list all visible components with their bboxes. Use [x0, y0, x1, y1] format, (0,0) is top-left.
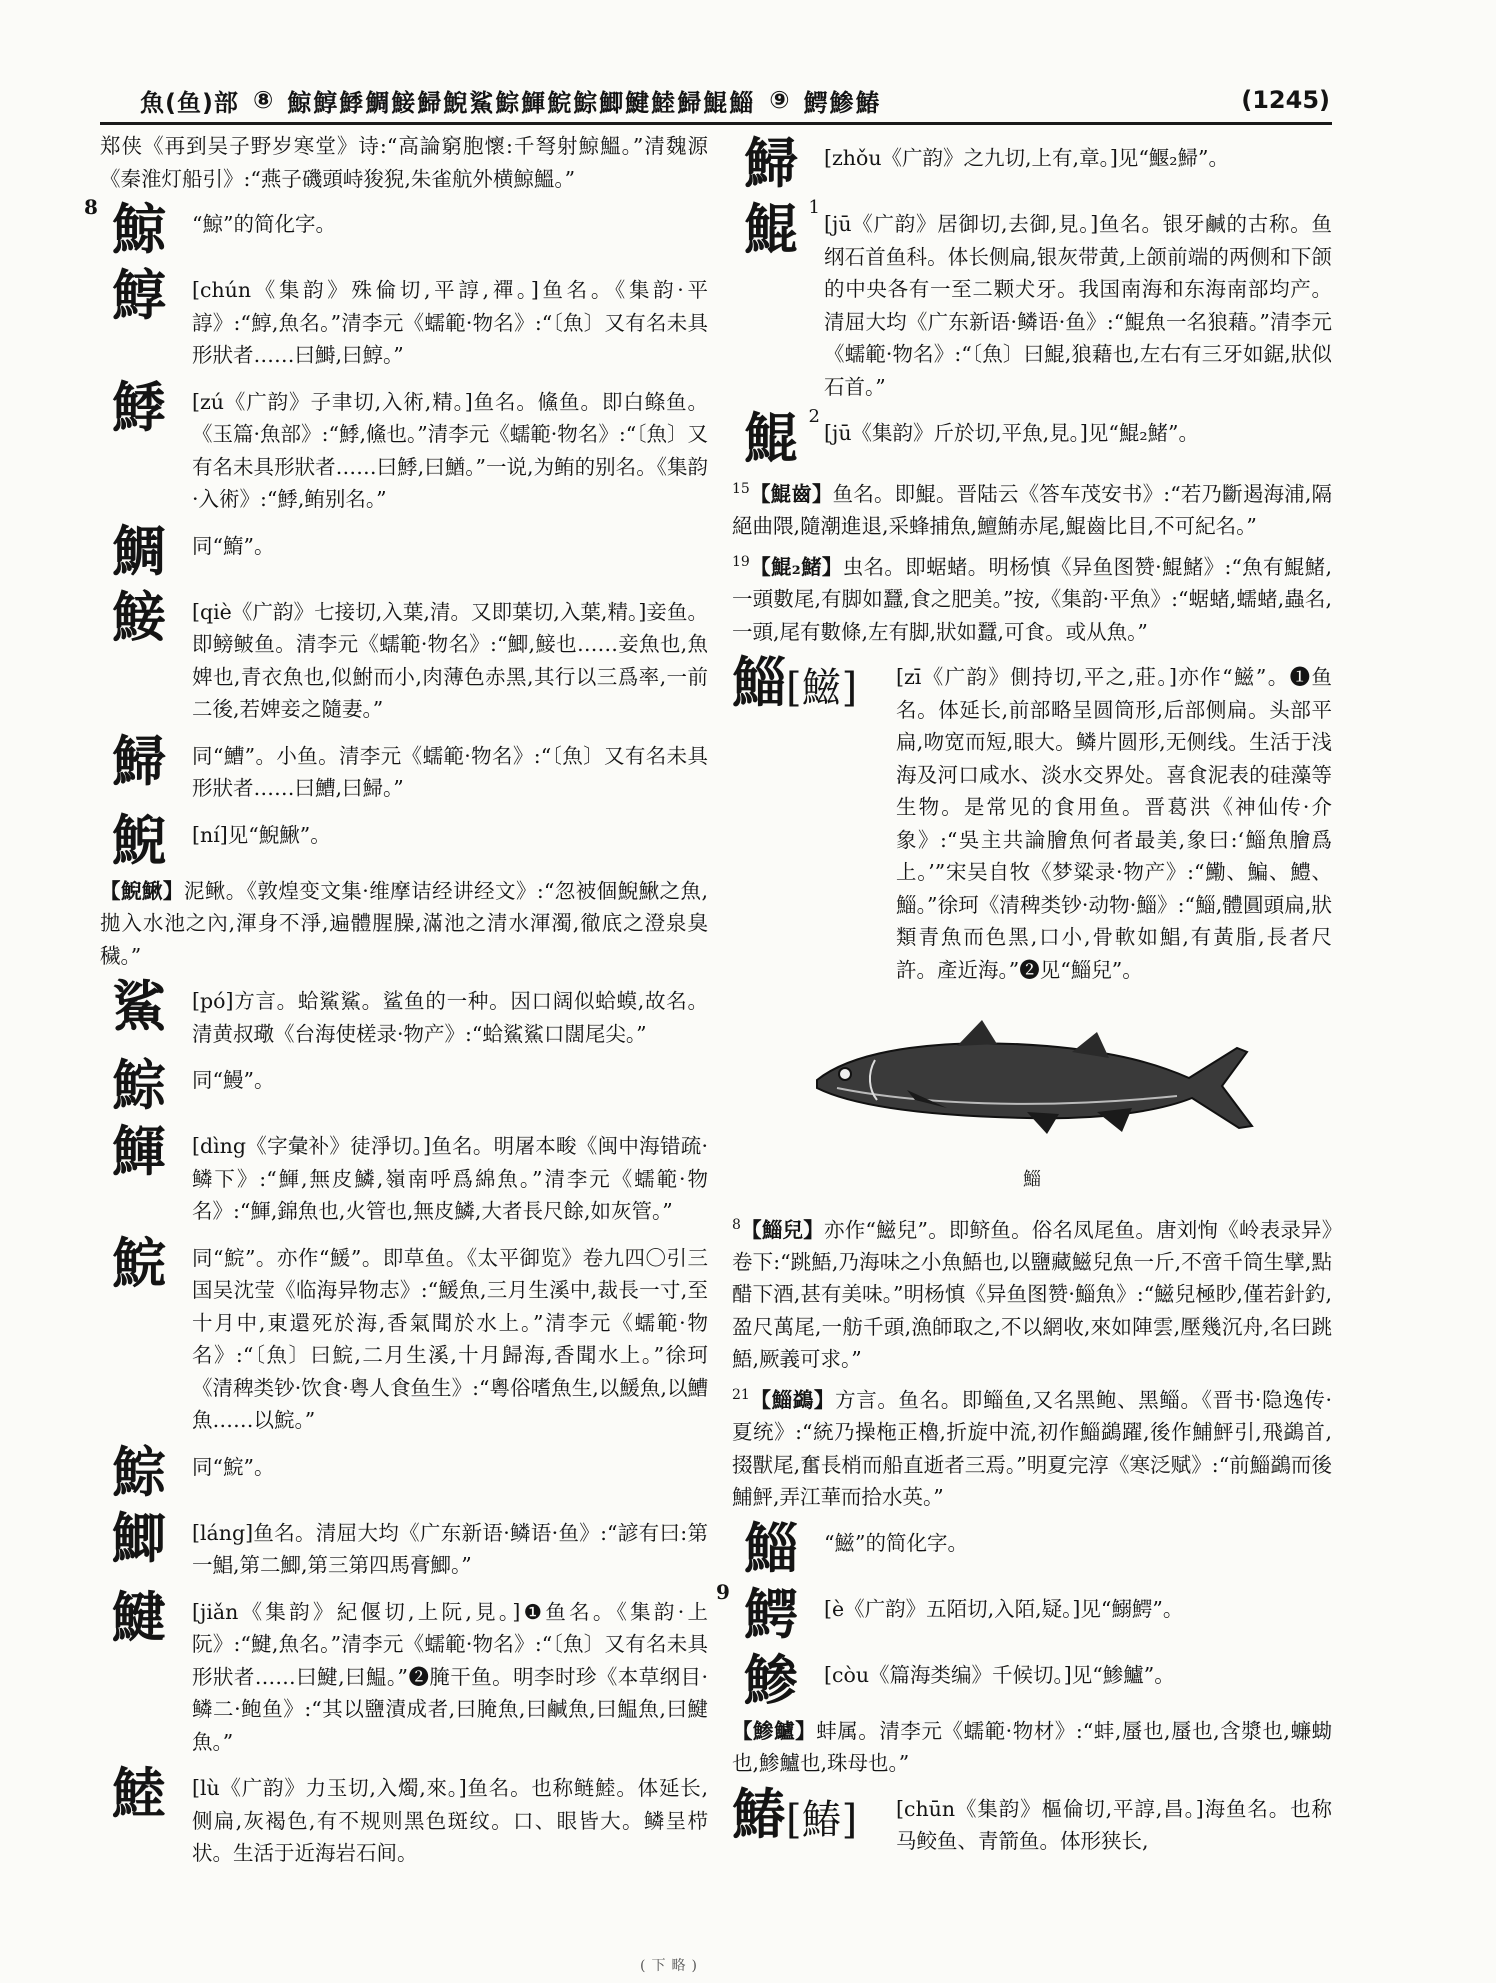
compound-term: 【鯔兒】 — [740, 1217, 824, 1242]
dictionary-entry — [732, 198, 1332, 403]
headword: 鯇 — [112, 1230, 166, 1295]
dictionary-entry — [732, 1783, 1332, 1858]
dictionary-entry — [100, 1441, 708, 1503]
definition: 同“鰻”。 — [192, 1068, 275, 1092]
definition: [jū《集韵》斤於切,平魚,見。]见“鯤₂鯺”。 — [824, 421, 1200, 445]
page-footer: (下略) — [640, 1958, 703, 1974]
headword: 鰆[鰆] — [732, 1781, 858, 1846]
stroke-count: 21 — [732, 1386, 750, 1403]
headword: 鯽 — [112, 1505, 166, 1570]
header-rule — [100, 122, 1332, 125]
definition: [jū《广韵》居御切,去御,見。]鱼名。银牙鹹的古称。鱼纲石首鱼科。体长侧扁,银灰带黄,上颌前端的两侧和下颌的中央各有一至二颗犬牙。我国南海和东海南部均产。清屈大均《广东新语·鳞语·鱼》:“鯤魚一名狼藉。”清李元《蠕範·物名》:“〔魚〕曰鯤,狼藉也,左右有三牙如鋸,狀似石首。” — [824, 212, 1332, 399]
dictionary-entry — [732, 132, 1332, 194]
compound-term: 【鯢鰍】 — [100, 878, 184, 903]
definition: [è《广韵》五陌切,入陌,疑。]见“鰯鰐”。 — [824, 1596, 1184, 1621]
compound-definition: 方言。鱼名。即鲻鱼,又名黑鲍、黑鲻。《晋书·隐逸传·夏统》:“統乃操柂正櫓,折旋中流,初作鯔鷁躍,後作鯆鮃引,飛鷁首,掇獸尾,奮長梢而船直逝者三焉。”明夏完淳《寒泛赋》:“前鯔鷁而後鯆鮃,弄江華而拾水英。” — [732, 1387, 1332, 1510]
definition: [chún《集韵》殊倫切,平諄,禪。]鱼名。《集韵·平諄》:“鯙,魚名。”清李元《蠕範·物名》:“〔魚〕又有名未具形狀者……曰鰣,曰鯙。” — [192, 278, 708, 367]
definition: [jiǎn《集韵》紀偃切,上阮,見。]❶鱼名。《集韵·上阮》:“鰎,魚名。”清李元《蠕範·物名》:“〔魚〕又有名未具形狀者……曰鰎,曰鰛。”❷腌干鱼。明李时珍《本草纲目·鳞二·鲍鱼》:“其以鹽漬成者,曰腌魚,曰鹹魚,曰鰛魚,曰鰎魚。” — [192, 1599, 708, 1754]
stroke-group-label: ⑧ — [252, 86, 274, 114]
dictionary-entry — [100, 730, 708, 805]
mullet-fish-illustration — [797, 1008, 1267, 1158]
fish-dorsal-fin — [957, 1020, 997, 1046]
stroke-count: 15 — [732, 481, 750, 497]
definition: [còu《篇海类编》千候切。]见“鯵鱸”。 — [824, 1662, 1175, 1687]
stroke-count: 19 — [732, 553, 750, 570]
definition: [dìng《字彙补》徒淨切。]鱼名。明屠本畯《闽中海错疏·鳞下》:“鯶,無皮鱗,嶺南呼爲綿魚。”清李元《蠕範·物名》:“鯶,錦魚也,火管也,無皮鱗,大者長尺餘,如灰管。” — [192, 1134, 708, 1223]
dictionary-entry — [732, 407, 1332, 469]
definition: “鯨”的简化字。 — [192, 212, 336, 236]
headword: 鯞 — [744, 131, 798, 195]
headword: 鯙 — [112, 263, 166, 327]
definition: 同“鯇”。亦作“鰀”。即草鱼。《太平御览》卷九四〇引三国吴沈莹《临海异物志》:“鰀魚,三月生溪中,裁長一寸,至十月中,東還死於海,香氣聞於水上。”清李元《蠕範·物名》:“〔魚〕曰鯇,二月生溪,十月歸海,香聞水上。”徐珂《清稗类钞·饮食·粤人食鱼生》:“粵俗嗜魚生,以鰀魚,以鰽魚……以鯇。” — [192, 1245, 708, 1432]
headword: 鯵 — [744, 1647, 798, 1712]
compound-definition: 亦作“鰦兒”。即鲚鱼。俗名凤尾鱼。唐刘恂《岭表录异》卷下:“跳鯃,乃海味之小魚鯃也,以鹽藏鰦兒魚一斤,不啻千筒生擘,點醋下酒,甚有美味。”明杨慎《异鱼图赞·鯔魚》:“鰦兒極眇,僅若針釣,盈尺萬尾,一舫千頭,漁師取之,不以網收,來如陣雲,壓幾沉舟,名曰跳鯃,厥義可求。” — [732, 1217, 1332, 1372]
compound-term: 【鯤齒】 — [749, 481, 833, 506]
dictionary-entry — [100, 1586, 708, 1759]
stroke-count: 9 — [716, 1579, 730, 1604]
stroke-group-label: ⑨ — [769, 86, 790, 114]
dictionary-entry — [84, 195, 708, 261]
definition: 同“鰖”。 — [192, 533, 275, 558]
dictionary-entry — [100, 586, 708, 726]
page-number: (1245) — [1241, 86, 1330, 114]
compound-definition: 虫名。即蜛蝫。明杨慎《异鱼图赞·鯤鯺》:“魚有鯤鯺,一頭數尾,有脚如蠶,食之肥美。”按,《集韵·平魚》:“蜛蝫,蠕蝫,蟲名,一頭,尾有數條,左有脚,狀如蠶,可食。或从魚。” — [732, 554, 1332, 644]
headword: 8 鯨 — [84, 195, 166, 261]
compound-definition: 蚌属。清李元《蠕範·物材》:“蚌,蜃也,蜃也,含漿也,蠊蜐也,鯵鱸也,珠母也。” — [732, 1718, 1333, 1776]
dictionary-entry — [100, 1507, 708, 1582]
figure-caption: 鯔 — [1023, 1169, 1041, 1191]
variant-form: [鰦] — [786, 665, 858, 712]
fish-pelvic-fin — [1027, 1112, 1059, 1134]
headword: 鯚 — [112, 374, 166, 439]
headword: 鯔 — [744, 1515, 798, 1580]
dictionary-entry — [100, 975, 708, 1050]
dictionary-entry — [100, 1762, 708, 1870]
continuation-text: 郑侠《再到吴子野岁寒堂》诗:“高論窮胞懷:千弩射鯨鰮。”清魏源《秦淮灯船引》:“燕子磯頭峙狻猊,朱雀航外横鯨鰮。” — [100, 134, 708, 191]
dictionary-entry — [732, 1649, 1332, 1711]
homograph-number: 1 — [808, 197, 820, 218]
compound-entry — [732, 473, 1332, 543]
left-column — [84, 130, 708, 1874]
right-column — [716, 130, 1333, 1862]
header-characters: 鯨鯙鯚鯛鯜鯞鯢鯊鯮鯶鯇鯮鯽鰎鯥鯞鯤鯔 — [287, 88, 756, 117]
dictionary-entry — [100, 520, 708, 582]
definition: [láng]鱼名。清屈大均《广东新语·鳞语·鱼》:“諺有曰:第一鯧,第二鯽,第三第四馬膏鯽。” — [192, 1520, 708, 1577]
definition: [zī《广韵》側持切,平之,莊。]亦作“鰦”。❶鱼名。体延长,前部略呈圆筒形,后部侧扁。头部平扁,吻宽而短,眼大。鳞片圆形,无侧线。生活于浅海及河口咸水、淡水交界处。喜食泥表的硅藻等生物。是常见的食用鱼。晋葛洪《神仙传·介象》:“吳主共論膾魚何者最美,象曰:‘鯔魚膾爲上。’”宋吴自牧《梦粱录·物产》:“鰳、鯿、鱧、鯔。”徐珂《清稗类钞·动物·鯔》:“鯔,體圓頭扁,狀類青魚而色黑,口小,骨軟如鯧,有黃脂,長者尺許。產近海。”❷见“鯔兒”。 — [896, 665, 1332, 982]
dictionary-entry — [716, 1579, 1332, 1646]
definition: [lù《广韵》力玉切,入燭,來。]鱼名。也称鲢鯥。体延长,侧扁,灰褐色,有不规则黑色斑纹。口、眼皆大。鳞呈栉状。生活于近海岩石间。 — [192, 1776, 708, 1865]
compound-entry — [732, 1379, 1332, 1514]
headword: 鯢 — [112, 807, 166, 872]
dictionary-entry — [100, 1120, 708, 1228]
compound-entry — [732, 546, 1332, 648]
compound-entry — [100, 875, 708, 973]
headword: 鯜 — [112, 584, 166, 649]
definition: [qiè《广韵》七接切,入葉,清。又即葉切,入葉,精。]妾鱼。即鳑鲏鱼。清李元《蠕範·物名》:“鯽,鯜也……妾魚也,魚婢也,青衣魚也,似鮒而小,肉薄色赤黑,其行以三爲率,一前二後,若婢妾之隨妻。” — [192, 599, 708, 721]
headword: 鯔[鰦] — [732, 650, 858, 715]
definition: [chūn《集韵》樞倫切,平諄,昌。]海鱼名。也称马鲛鱼、青箭鱼。体形狭长, — [896, 1796, 1332, 1854]
fish-eye — [839, 1068, 851, 1080]
headword: 鯞 — [112, 728, 166, 793]
headword: 鯶 — [112, 1119, 166, 1183]
variant-form: [鰆] — [786, 1796, 858, 1843]
headword: 鯮 — [112, 1439, 166, 1504]
headword: 鯊 — [112, 974, 166, 1038]
compound-entry — [732, 1209, 1332, 1376]
definition: [pó]方言。蛤鯊鯊。鲨鱼的一种。因口阔似蛤蟆,故名。清黄叔璥《台海使槎录·物产》:“蛤鯊鯊口闊尾尖。” — [192, 989, 708, 1046]
headword: 鯥 — [112, 1761, 166, 1825]
definition: [ní]见“鯢鰍”。 — [192, 822, 331, 847]
headword: 鯤 2 — [744, 406, 820, 470]
compound-definition: 泥鳅。《敦煌变文集·维摩诘经讲经文》:“忽被個鯢鰍之魚,拋入水池之內,渾身不淨,遍體腥臊,滿池之清水渾濁,徹底之澄泉臭穢。” — [100, 878, 708, 968]
definition: [zú《广韵》子聿切,入術,精。]鱼名。鯈鱼。即白鲦鱼。《玉篇·魚部》:“鯚,鯈也。”清李元《蠕範·物名》:“〔魚〕又有名未具形狀者……曰鯚,曰鰌。”一说,为鲔的别名。《集韵·入術》:“鯚,鲔别名。” — [192, 389, 708, 511]
dictionary-entry — [732, 1517, 1332, 1579]
stroke-count: 8 — [84, 195, 98, 219]
dictionary-entry — [100, 1054, 708, 1116]
headword: 鰎 — [112, 1584, 166, 1649]
page-header — [140, 80, 1330, 120]
headword: 9 鰐 — [716, 1579, 798, 1646]
compound-entry — [732, 1715, 1332, 1780]
definition: [zhǒu《广韵》之九切,上有,章。]见“鰋₂鯞”。 — [824, 146, 1230, 170]
definition: “鰦”的简化字。 — [824, 1530, 968, 1555]
compound-definition: 鱼名。即鯤。晋陆云《答车茂安书》:“若乃斷遏海浦,隔絕曲隈,隨潮進退,采蜂捕魚,鱣鮪赤尾,鯤齒比目,不可紀名。” — [732, 481, 1333, 539]
stroke-count: 8 — [732, 1216, 741, 1233]
compound-term: 【鯔鷁】 — [749, 1387, 836, 1412]
dictionary-entry — [100, 1232, 708, 1437]
headword: 鯤 1 — [744, 197, 820, 261]
header-characters: 鰐鯵鰆 — [803, 88, 882, 117]
headword: 鯮 — [112, 1053, 166, 1117]
section-title: 魚(鱼)部 — [140, 88, 239, 117]
dictionary-entry — [100, 809, 708, 871]
dictionary-entry — [100, 264, 708, 372]
compound-term: 【鯵鱸】 — [732, 1718, 817, 1743]
dictionary-entry — [732, 651, 1332, 986]
definition: 同“鯇”。 — [192, 1454, 275, 1479]
fish-anal-fin — [1097, 1108, 1132, 1132]
homograph-number: 2 — [808, 406, 820, 427]
compound-term: 【鯤₂鯺】 — [749, 554, 843, 579]
headword: 鯛 — [112, 518, 166, 583]
definition: 同“鰽”。小鱼。清李元《蠕範·物名》:“〔魚〕又有名未具形狀者……曰鰽,曰鯞。” — [192, 743, 708, 800]
dictionary-entry — [100, 376, 708, 516]
